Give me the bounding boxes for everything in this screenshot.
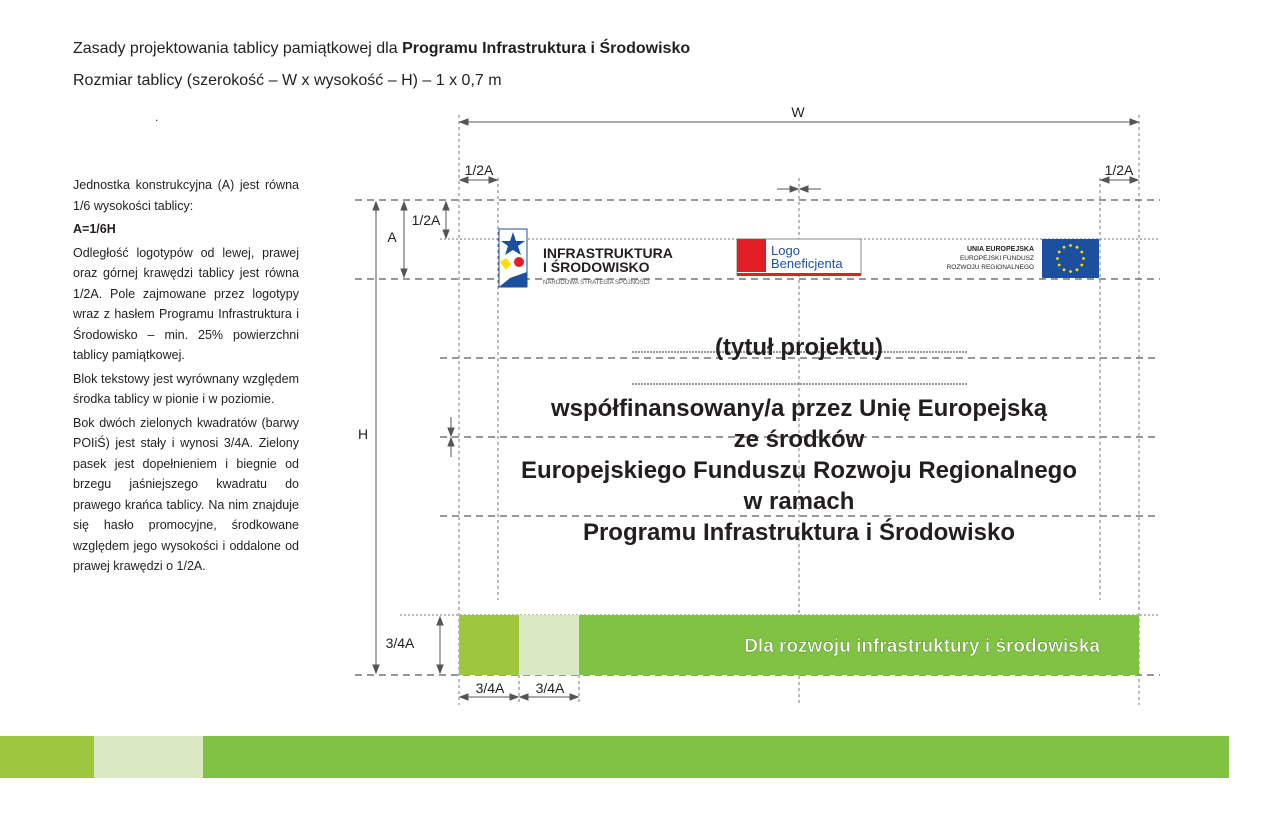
- sidebar-p4: Bok dwóch zielonych kwadratów (barwy POIiŚ) jest stały i wynosi 3/4A. Zielony pasek jest dopełnieniem i biegnie od brzegu jaśniejszego kwadratu do prawego krańca tablicy. Na nim znajduje się hasło promocyjne, środkowane względem jego wysokości i oddalone od prawej krawędzi o 1/2A.: [73, 415, 299, 573]
- eu-line2: EUROPEJSKI FUNDUSZ: [959, 255, 1034, 262]
- board-size-line: Rozmiar tablicy (szerokość – W x wysokość – H) – 1 x 0,7 m: [73, 72, 502, 89]
- sidebar-p2: Odległość logotypów od lewej, prawej oraz górnej krawędzi tablicy jest równa 1/2A. Pole zajmowane przez logotypy wraz z hasłem Programu Infrastruktura i Środowisko – min. 25% powierzchni tablicy pamiątkowej.: [73, 245, 299, 362]
- three-quarter-a-arrow-top: [437, 617, 443, 625]
- eu-star: [1076, 268, 1079, 271]
- beneficjent-line2: Beneficjenta: [771, 256, 843, 271]
- w-arrow-left: [460, 119, 468, 125]
- eu-star: [1076, 246, 1079, 249]
- label-a: A: [387, 229, 397, 245]
- board-line2: ze środków: [733, 426, 865, 453]
- footer-light-green: [94, 736, 203, 778]
- sidebar-formula: A=1/6H: [73, 222, 116, 236]
- label-w: W: [791, 104, 805, 120]
- eu-line1: UNIA EUROPEJSKA: [966, 246, 1034, 253]
- board-line4: w ramach: [743, 488, 855, 515]
- label-half-a-right: 1/2A: [1104, 162, 1134, 178]
- beneficjent-red-underline: [737, 273, 861, 276]
- board-line1: współfinansowany/a przez Unię Europejską: [550, 395, 1048, 422]
- center-arrow-right: [800, 186, 808, 192]
- eu-star: [1056, 257, 1059, 260]
- footer-dark-green: [0, 736, 94, 778]
- pois-line3: NARODOWA STRATEGIA SPÓJNOŚCI: [543, 280, 650, 286]
- three-quarter-a-bottom1-arrow-b: [510, 694, 518, 700]
- center-arrow-left: [790, 186, 798, 192]
- stray-dot: .: [155, 110, 159, 124]
- eu-star: [1063, 246, 1066, 249]
- label-three-quarter-a-left: 3/4A: [385, 635, 415, 651]
- label-half-a-top: 1/2A: [411, 212, 441, 228]
- slogan-text: Dla rozwoju infrastruktury i środowiska: [744, 636, 1100, 657]
- sidebar-p3: Blok tekstowy jest wyrównany względem środka tablicy w pionie i w poziomie.: [73, 371, 299, 406]
- footer-green-strip: [203, 736, 1229, 778]
- board-line5: Programu Infrastruktura i Środowisko: [582, 519, 1016, 546]
- logo-eu: [947, 239, 1099, 278]
- three-quarter-a-bottom2-arrow-b: [570, 694, 578, 700]
- half-a-top-arrow-top: [443, 202, 449, 210]
- eu-star: [1063, 268, 1066, 271]
- pois-line2: I ŚRODOWISKO: [543, 259, 650, 275]
- half-a-top-arrow-bottom: [443, 230, 449, 238]
- mid-arrow-up: [448, 438, 454, 446]
- eu-star: [1082, 257, 1085, 260]
- pois-emblem: [499, 229, 527, 287]
- eu-star: [1069, 244, 1072, 247]
- w-arrow-right: [1130, 119, 1138, 125]
- h-arrow-top: [373, 202, 379, 210]
- h-arrow-bottom: [373, 665, 379, 673]
- mid-arrow-down: [448, 428, 454, 436]
- eu-star: [1080, 251, 1083, 254]
- sidebar-p1: Jednostka konstrukcyjna (A) jest równa 1/6 wysokości tablicy:: [73, 178, 299, 213]
- label-half-a-left: 1/2A: [464, 162, 494, 178]
- beneficjent-red-square: [737, 239, 766, 272]
- eu-star: [1069, 270, 1072, 273]
- pois-line1: INFRASTRUKTURA: [543, 245, 673, 261]
- board-project-title: (tytuł projektu): [715, 334, 883, 361]
- three-quarter-a-arrow-bottom: [437, 665, 443, 673]
- light-green-square: [519, 615, 579, 675]
- title-prefix: Zasady projektowania tablicy pamiątkowej dla: [73, 40, 403, 57]
- label-three-quarter-a-bottom2: 3/4A: [535, 680, 565, 696]
- eu-star: [1058, 264, 1061, 267]
- label-h: H: [357, 426, 369, 442]
- label-three-quarter-a-bottom1: 3/4A: [475, 680, 505, 696]
- dark-green-square: [459, 615, 519, 675]
- eu-star: [1080, 264, 1083, 267]
- board-green-bar: [459, 615, 1139, 675]
- board-line3: Europejskiego Funduszu Rozwoju Regionalnego: [520, 457, 1078, 484]
- logo-beneficjent: [737, 239, 861, 276]
- three-quarter-a-bottom1-arrow-a: [460, 694, 468, 700]
- beneficjent-line1: Logo: [771, 243, 800, 258]
- title-program-name: Programu Infrastruktura i Środowisko: [402, 40, 691, 57]
- footer-color-band: [0, 736, 1229, 778]
- a-arrow-top: [401, 202, 407, 210]
- a-arrow-bottom: [401, 269, 407, 277]
- eu-star: [1058, 251, 1061, 254]
- three-quarter-a-bottom2-arrow-a: [520, 694, 528, 700]
- eu-line3: ROZWOJU REGIONALNEGO: [946, 264, 1034, 271]
